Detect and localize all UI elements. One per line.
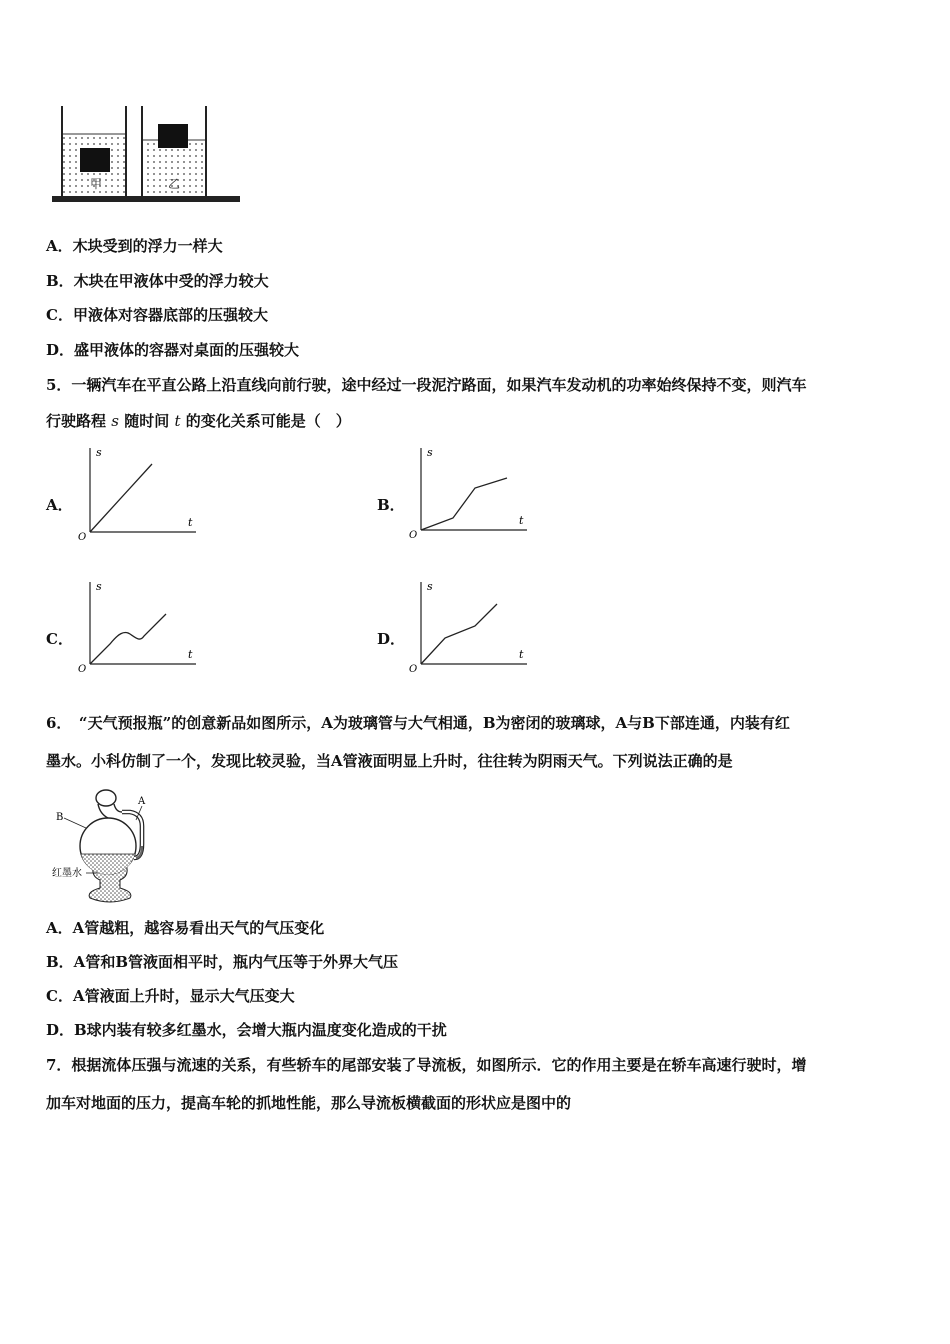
q5-stem-mid: 随时间 [124, 412, 170, 430]
q5-d-origin: O [409, 664, 418, 675]
q5-option-c-label[interactable]: C． [46, 630, 73, 648]
q4-option-d[interactable]: D．盛甲液体的容器对桌面的压强较大 [46, 341, 300, 359]
q5-graph-c[interactable] [72, 574, 200, 676]
q7-stem-line2: 加车对地面的压力，提高车轮的抓地性能，那么导流板横截面的形状应是图中的 [46, 1094, 572, 1112]
q4-container-figure [50, 100, 250, 212]
q5-stem-pre: 行驶路程 [46, 412, 107, 430]
q6-stem-line2: 墨水。小科仿制了一个，发现比较灵验，当A管液面明显上升时，往往转为阴雨天气。下列说法正确的是 [46, 752, 733, 770]
q5-stem-line1: 5．一辆汽车在平直公路上沿直线向前行驶，途中经过一段泥泞路面，如果汽车发动机的功率始终保持不变，则汽车 [46, 376, 807, 394]
q6-option-a[interactable]: A．A管越粗，越容易看出天气的气压变化 [46, 919, 325, 937]
q6-option-d[interactable]: D．B球内装有较多红墨水，会增大瓶内温度变化造成的干扰 [46, 1021, 447, 1039]
q6-weather-bottle-figure [50, 784, 160, 910]
q5-var-s: s [111, 412, 119, 430]
q5-a-axis-t: t [188, 516, 193, 529]
q5-stem-line2 [46, 410, 351, 431]
q6-label-ink: 红墨水 [52, 868, 82, 879]
q5-option-d-label[interactable]: D． [377, 630, 406, 648]
q4-option-c[interactable]: C．甲液体对容器底部的压强较大 [46, 306, 268, 324]
q5-c-origin: O [78, 664, 87, 675]
q5-option-b-label[interactable]: B． [377, 496, 405, 514]
q5-graph-a[interactable] [72, 440, 200, 542]
q5-var-t: t [174, 412, 181, 430]
q5-a-curve [90, 464, 152, 532]
q5-graph-b[interactable] [403, 440, 531, 542]
q5-d-axis-t: t [519, 648, 524, 661]
q5-c-axis-s: s [96, 580, 102, 593]
q6-option-b[interactable]: B．A管和B管液面相平时，瓶内气压等于外界大气压 [46, 953, 398, 971]
q5-b-curve [421, 478, 507, 530]
q5-c-axis-t: t [188, 648, 193, 661]
q5-stem-post: 的变化关系可能是（ ） [185, 412, 351, 430]
q5-option-a-label[interactable]: A． [46, 496, 73, 514]
q4-block-yi [158, 124, 188, 148]
q5-d-axis-s: s [427, 580, 433, 593]
q4-option-a[interactable]: A．木块受到的浮力一样大 [46, 237, 223, 255]
q5-b-origin: O [409, 530, 418, 541]
q6-label-a: A [138, 796, 146, 807]
q4-option-b[interactable]: B．木块在甲液体中受的浮力较大 [46, 272, 269, 290]
q6-label-b: B [56, 812, 64, 823]
q5-a-axis-s: s [96, 446, 102, 459]
q5-a-origin: O [78, 532, 87, 542]
q6-stem-line1: 6． “天气预报瓶”的创意新品如图所示，A为玻璃管与大气相通，B为密闭的玻璃球，A与B下部连通，内装有红 [46, 714, 790, 732]
q4-block-jia [80, 148, 110, 172]
q4-label-jia: 甲 [90, 177, 103, 191]
q5-b-axis-s: s [427, 446, 433, 459]
q5-d-curve [421, 604, 497, 664]
q6-option-c[interactable]: C．A管液面上升时，显示大气压变大 [46, 987, 295, 1005]
q4-label-yi: 乙 [168, 177, 181, 191]
q7-stem-line1: 7．根据流体压强与流速的关系，有些轿车的尾部安装了导流板，如图所示．它的作用主要是在轿车高速行驶时，增 [46, 1056, 807, 1074]
q5-c-curve [90, 614, 166, 664]
q5-b-axis-t: t [519, 514, 524, 527]
q5-graph-d[interactable] [403, 574, 531, 676]
